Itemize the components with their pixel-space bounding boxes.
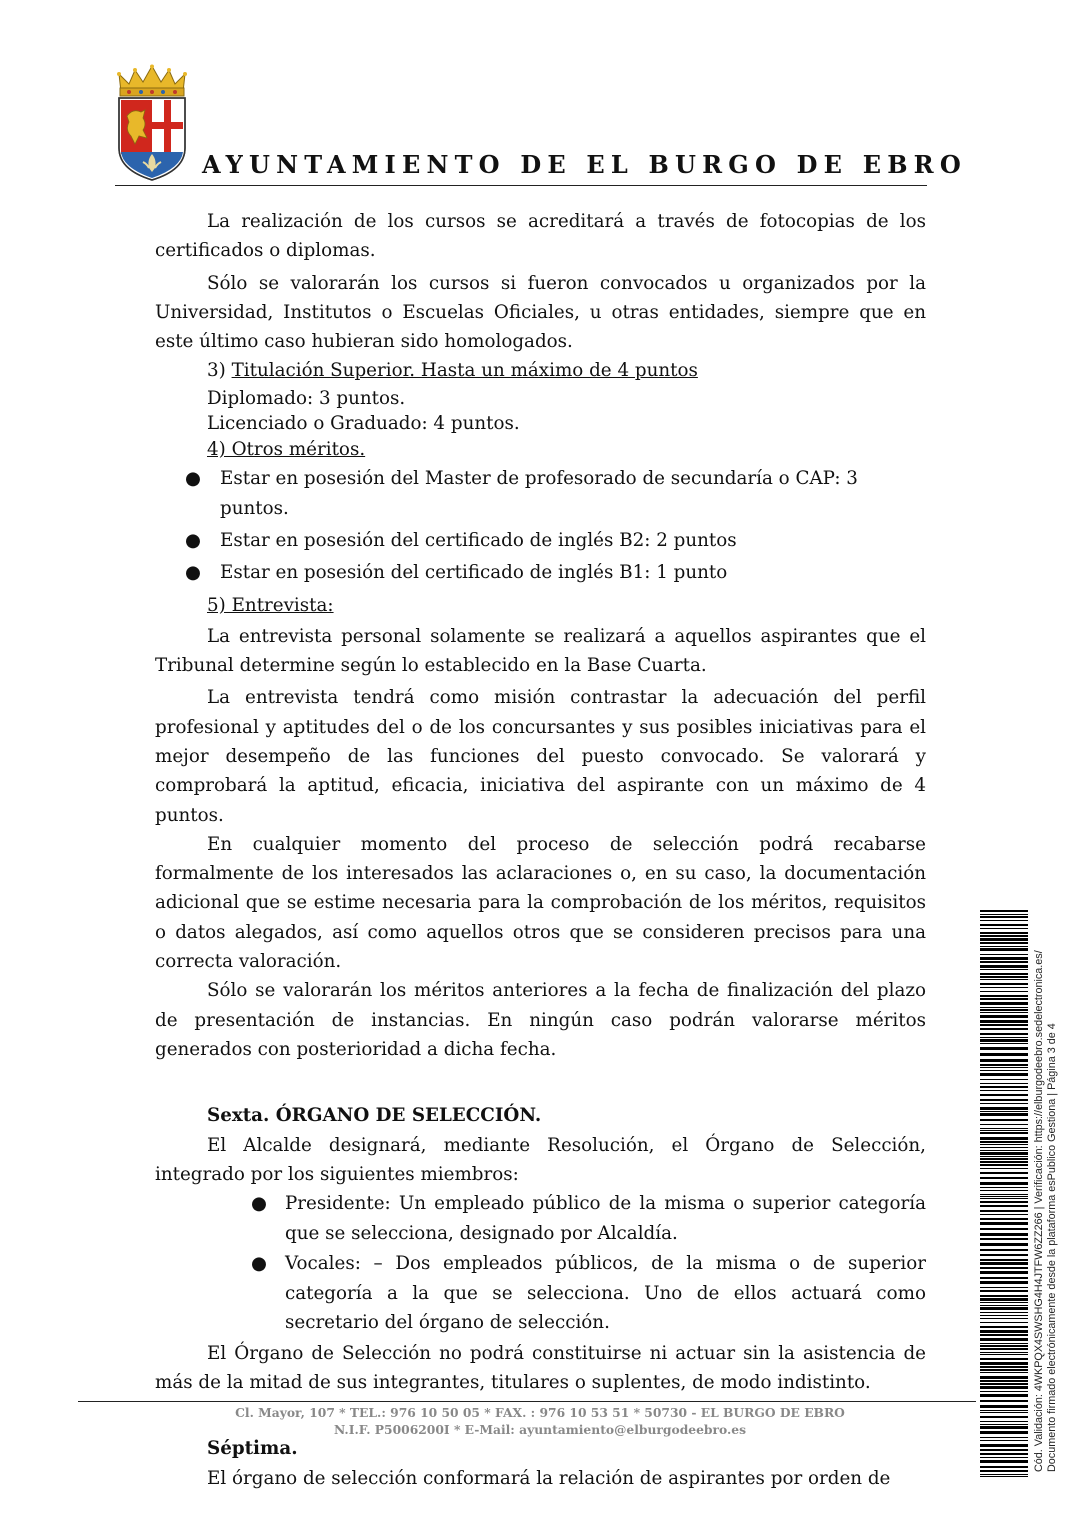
footer-address: Cl. Mayor, 107 * TEL.: 976 10 50 05 * FAX. : 976 10 53 51 * 50730 - EL BURGO DE EBRO <box>235 1405 845 1420</box>
section-3-line: Diplomado: 3 puntos. <box>207 387 406 409</box>
coat-of-arms-icon <box>113 64 191 182</box>
paragraph: La realización de los cursos se acreditará a través de fotocopias de los certificados o diplomas. <box>155 211 926 262</box>
list-item <box>155 1189 926 1248</box>
paragraph: La entrevista tendrá como misión contrastar la adecuación del perfil profesional y aptitudes del o de los concursantes y sus posibles iniciativas para el mejor desempeño de las funciones del puesto convocado. Se valorará y comprobará la aptitud, eficacia, iniciativa del aspirante con un máximo de 4 puntos. <box>155 687 926 826</box>
bullet-icon: ● <box>185 467 201 489</box>
validation-stamp <box>1033 950 1059 1472</box>
sexta-member-list <box>155 1189 926 1338</box>
list-item <box>155 1249 926 1338</box>
section-4-heading: 4) Otros méritos. <box>207 438 366 460</box>
footer-divider <box>78 1401 976 1402</box>
section-3-line: Licenciado o Graduado: 4 puntos. <box>207 412 520 434</box>
section-heading-sexta: Sexta. ÓRGANO DE SELECCIÓN. <box>207 1105 542 1127</box>
footer-contact: N.I.F. P5006200I * E-Mail: ayuntamiento@elburgodeebro.es <box>333 1422 747 1437</box>
section-5-heading: 5) Entrevista: <box>207 594 334 616</box>
section-3-number: 3) <box>207 360 232 382</box>
validation-line: Documento firmado electrónicamente desde la plataforma esPublico Gestiona | Página 3 de 4 <box>1046 1023 1058 1472</box>
footer <box>78 1404 1002 1438</box>
bullet-icon: ● <box>185 529 201 551</box>
list-item-text: Estar en posesión del certificado de inglés B2: 2 puntos <box>220 529 737 551</box>
paragraph: En cualquier momento del proceso de selección podrá recabarse formalmente de los interesados las aclaraciones o, en su caso, la documentación adicional que se estime necesaria para la comprobación de los méritos, requisitos o datos alegados, así como aquellos otros que se consideren precisos para una correcta valoración. <box>155 833 926 973</box>
section-3-title: Titulación Superior. Hasta un máximo de 4 puntos <box>231 360 698 382</box>
paragraph: El Alcalde designará, mediante Resolución, el Órgano de Selección, integrado por los siguientes miembros: <box>155 1134 926 1185</box>
list-item-text: Estar en posesión del Master de profesorado de secundaría o CAP: 3 puntos. <box>220 467 858 519</box>
paragraph: Sólo se valorarán los cursos si fueron convocados u organizados por la Universidad, Institutos o Escuelas Oficiales, u otras entidades, siempre que en este último caso hubieran sido homologados. <box>155 272 926 353</box>
organization-name: AYUNTAMIENTO DE EL BURGO DE EBRO <box>202 150 967 179</box>
header-divider <box>115 185 927 186</box>
bullet-icon: ● <box>251 1193 267 1215</box>
paragraph: Sólo se valorarán los méritos anteriores a la fecha de finalización del plazo de presentación de instancias. En ningún caso podrán valorarse méritos generados con posterioridad a dicha fecha. <box>155 980 926 1060</box>
list-item-text: Vocales: – Dos empleados públicos, de la misma o de superior categoría a la que se selecciona. Uno de ellos actuará como secretario del órgano de selección. <box>285 1253 926 1334</box>
validation-line: Cód. Validación: 4WKPQX4SWSHG4H4JTFW6ZZ266 | Verificación: https://elburgodeebro.sedelectronica.es/ <box>1033 950 1045 1472</box>
barcode-icon <box>980 910 1028 1477</box>
spacer <box>155 1064 926 1093</box>
list-item-text: Presidente: Un empleado público de la misma o superior categoría que se selecciona, designado por Alcaldía. <box>285 1193 926 1244</box>
list-item <box>155 526 926 556</box>
paragraph: El órgano de selección conformará la relación de aspirantes por orden de <box>207 1467 891 1489</box>
section-heading-septima: Séptima. <box>207 1438 298 1460</box>
list-item <box>155 464 926 524</box>
crown-icon <box>117 65 187 97</box>
list-item <box>155 558 926 588</box>
bullet-icon: ● <box>251 1253 267 1275</box>
section-3-heading <box>207 356 926 385</box>
section-4-list <box>155 464 926 588</box>
list-item-text: Estar en posesión del certificado de inglés B1: 1 punto <box>220 561 728 583</box>
document-body <box>155 207 926 1493</box>
paragraph: La entrevista personal solamente se realizará a aquellos aspirantes que el Tribunal determine según lo establecido en la Base Cuarta. <box>155 625 926 677</box>
paragraph: El Órgano de Selección no podrá constituirse ni actuar sin la asistencia de más de la mitad de sus integrantes, titulares o suplentes, de modo indistinto. <box>155 1342 926 1393</box>
bullet-icon: ● <box>185 561 201 583</box>
